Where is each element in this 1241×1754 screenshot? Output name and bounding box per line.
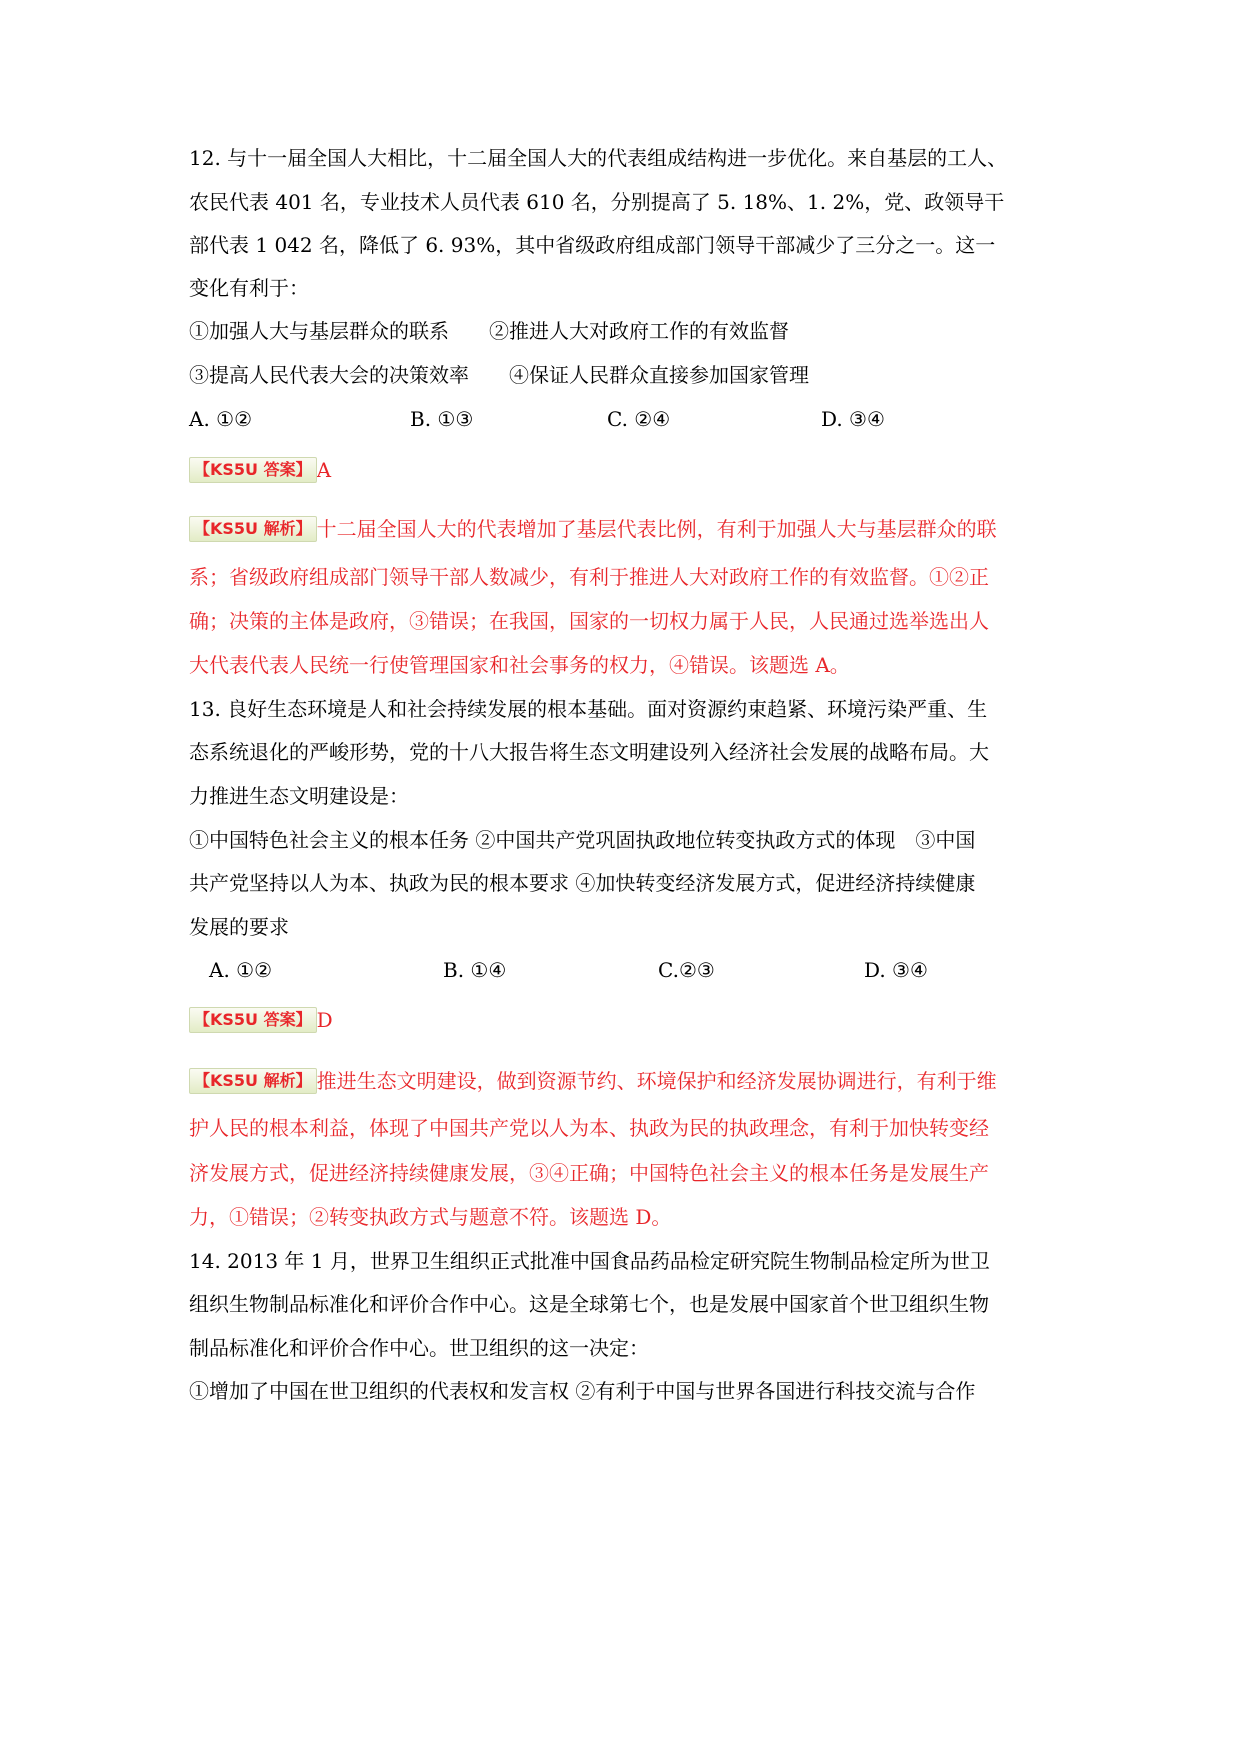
q12-option-a: A. ①② [189, 407, 253, 431]
q14-line-1: 14. 2013 年 1 月，世界卫生组织正式批准中国食品药品检定研究院生物制品检定所为世卫 [189, 1249, 990, 1273]
q12-choice-line-2: ③提高人民代表大会的决策效率 ④保证人民群众直接参加国家管理 [189, 363, 809, 387]
q13-option-c: C.②③ [658, 958, 715, 982]
q12-analysis-line-1 [189, 514, 997, 544]
q13-analysis-line-1 [189, 1066, 997, 1096]
q13-analysis-line-4: 力，①错误；②转变执政方式与题意不符。该题选 D。 [189, 1205, 672, 1229]
analysis-badge: 【KS5U 解析】 [189, 1068, 317, 1094]
q13-line-3: 力推进生态文明建设是： [189, 784, 409, 808]
q13-line-2: 态系统退化的严峻形势，党的十八大报告将生态文明建设列入经济社会发展的战略布局。大 [189, 740, 989, 764]
q12-option-b: B. ①③ [410, 407, 474, 431]
q12-analysis-text-1: 十二届全国人大的代表增加了基层代表比例，有利于加强人大与基层群众的联 [316, 517, 997, 541]
q13-analysis-line-3: 济发展方式，促进经济持续健康发展，③④正确；中国特色社会主义的根本任务是发展生产 [189, 1161, 989, 1185]
q12-analysis-line-2: 系；省级政府组成部门领导干部人数减少，有利于推进人大对政府工作的有效监督。①②正 [189, 565, 989, 589]
q12-line-1: 12. 与十一届全国人大相比，十二届全国人大的代表组成结构进一步优化。来自基层的工人、 [189, 146, 1008, 170]
q13-option-b: B. ①④ [443, 958, 507, 982]
q12-option-c: C. ②④ [607, 407, 671, 431]
q12-line-2: 农民代表 401 名，专业技术人员代表 610 名，分别提高了 5. 18%、1. 2%，党、政领导干 [189, 190, 1005, 214]
q13-choice-line-2: 共产党坚持以人为本、执政为民的根本要求 ④加快转变经济发展方式，促进经济持续健康 [189, 871, 976, 895]
q12-analysis-line-3: 确；决策的主体是政府，③错误；在我国，国家的一切权力属于人民，人民通过选举选出人 [189, 609, 989, 633]
q12-option-d: D. ③④ [821, 407, 885, 431]
q13-analysis-text-1: 推进生态文明建设，做到资源节约、环境保护和经济发展协调进行，有利于维 [316, 1069, 997, 1093]
q13-line-1: 13. 良好生态环境是人和社会持续发展的根本基础。面对资源约束趋紧、环境污染严重、生 [189, 697, 988, 721]
q12-answer: A [316, 458, 332, 482]
answer-badge: 【KS5U 答案】 [189, 1007, 317, 1033]
q12-choice-line-1: ①加强人大与基层群众的联系 ②推进人大对政府工作的有效监督 [189, 319, 789, 343]
q13-choice-line-3: 发展的要求 [189, 915, 289, 939]
q12-line-3: 部代表 1 042 名，降低了 6. 93%，其中省级政府组成部门领导干部减少了三分之一。这一 [189, 233, 996, 257]
q14-line-3: 制品标准化和评价合作中心。世卫组织的这一决定： [189, 1336, 649, 1360]
q14-choice-line-1: ①增加了中国在世卫组织的代表权和发言权 ②有利于中国与世界各国进行科技交流与合作 [189, 1379, 976, 1403]
answer-badge: 【KS5U 答案】 [189, 457, 317, 483]
q12-analysis-line-4: 大代表代表人民统一行使管理国家和社会事务的权力，④错误。该题选 A。 [189, 653, 850, 677]
q13-choice-line-1: ①中国特色社会主义的根本任务 ②中国共产党巩固执政地位转变执政方式的体现 ③中国 [189, 828, 976, 852]
q14-line-2: 组织生物制品标准化和评价合作中心。这是全球第七个，也是发展中国家首个世卫组织生物 [189, 1292, 989, 1316]
q12-line-4: 变化有利于： [189, 276, 309, 300]
analysis-badge: 【KS5U 解析】 [189, 516, 317, 542]
q13-option-a: A. ①② [209, 958, 273, 982]
q13-option-d: D. ③④ [864, 958, 928, 982]
q13-answer-row [189, 1005, 333, 1035]
q13-answer: D [316, 1008, 333, 1032]
q13-analysis-line-2: 护人民的根本利益，体现了中国共产党以人为本、执政为民的执政理念，有利于加快转变经 [189, 1116, 989, 1140]
q12-answer-row [189, 455, 331, 485]
